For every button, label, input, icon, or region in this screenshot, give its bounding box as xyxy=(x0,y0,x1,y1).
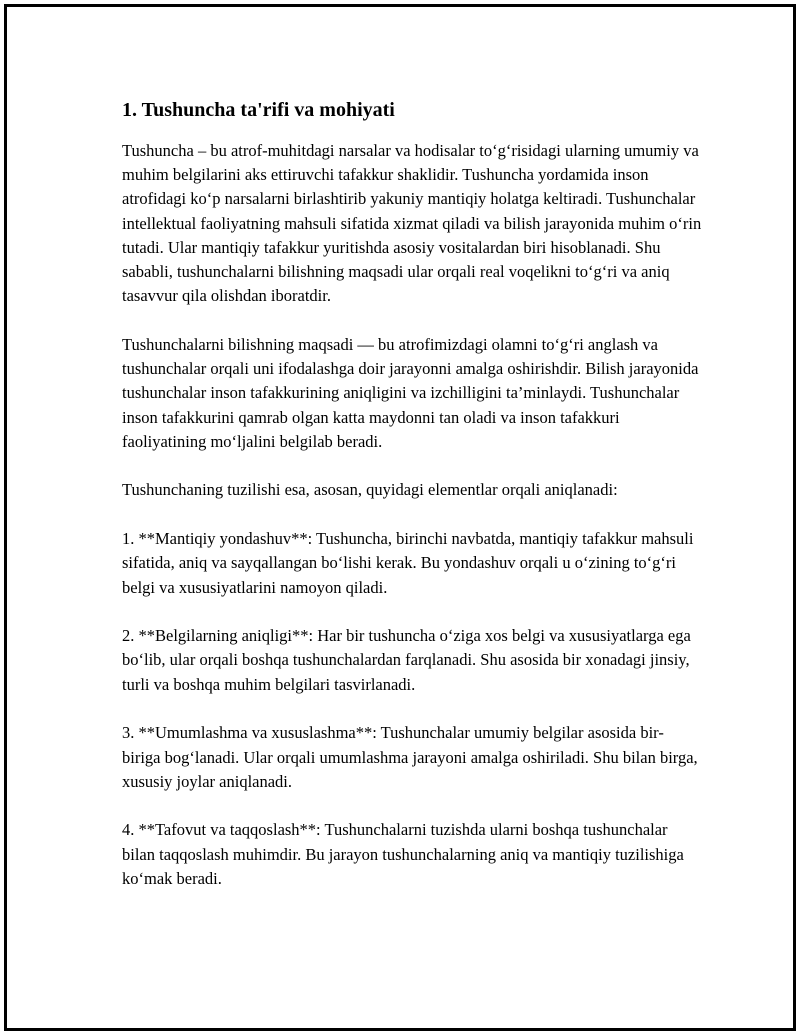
list-item-feature-precision: 2. **Belgilarning aniqligi**: Har bir tushuncha o‘ziga xos belgi va xususiyatlarga ega bo‘lib, ular orqali boshqa tushunchalardan farqlanadi. Shu asosida bir xonadagi jinsiy, turli va boshqa muhim belgilari tasvirlanadi. xyxy=(122,626,691,694)
document-title: 1. Tushuncha ta'rifi va mohiyati xyxy=(122,99,395,121)
paragraph-purpose: Tushunchalarni bilishning maqsadi — bu atrofimizdagi olamni to‘g‘ri anglash va tushunchalar orqali uni ifodalashga doir jarayonni amalga oshirishdir. Bilish jarayonida tushunchalar inson tafakkurining aniqligini va izchilligini ta’minlaydi. Tushunchalar inson tafakkurini qamrab olgan katta maydonni tan oladi va inson tafakkuri faoliyatining mo‘ljalini belgilab beradi. xyxy=(122,334,699,451)
list-item-generalization: 3. **Umumlashma va xususlashma**: Tushunchalar umumiy belgilar asosida bir-biriga bog‘lanadi. Ular orqali umumlashma jarayoni amalga oshiriladi. Shu bilan birga, xususiy joylar aniqlanadi. xyxy=(122,723,698,791)
list-item-comparison: 4. **Tafovut va taqqoslash**: Tushunchalarni tuzishda ularni boshqa tushunchalar bilan taqqoslash muhimdir. Bu jarayon tushunchalarning aniq va mantiqiy tuzilishiga ko‘mak beradi. xyxy=(122,820,684,888)
page-frame xyxy=(4,4,796,1031)
paragraph-definition: Tushuncha – bu atrof-muhitdagi narsalar va hodisalar to‘g‘risidagi ularning umumiy va muhim belgilarini aks ettiruvchi tafakkur shaklidir. Tushuncha yordamida inson atrofidagi ko‘p narsalarni birlashtirib yakuniy mantiqiy holatga keltiradi. Tushunchalar intellektual faoliyatning mahsuli sifatida xizmat qiladi va bilish jarayonida muhim o‘rin tutadi. Ular mantiqiy tafakkur yuritishda asosiy vositalardan biri hisoblanadi. Shu sababli, tushunchalarni bilishning maqsadi ular orqali real voqelikni to‘g‘ri va aniq tasavvur qila olishdan iboratdir. xyxy=(122,141,702,306)
list-item-logical-approach: 1. **Mantiqiy yondashuv**: Tushuncha, birinchi navbatda, mantiqiy tafakkur mahsuli sifatida, aniq va sayqallangan bo‘lishi kerak. Bu yondashuv orqali u o‘zining to‘g‘ri belgi va xususiyatlarini namoyon qiladi. xyxy=(122,529,694,597)
paragraph-structure-intro: Tushunchaning tuzilishi esa, asosan, quyidagi elementlar orqali aniqlanadi: xyxy=(122,480,618,500)
document-body xyxy=(122,97,702,916)
